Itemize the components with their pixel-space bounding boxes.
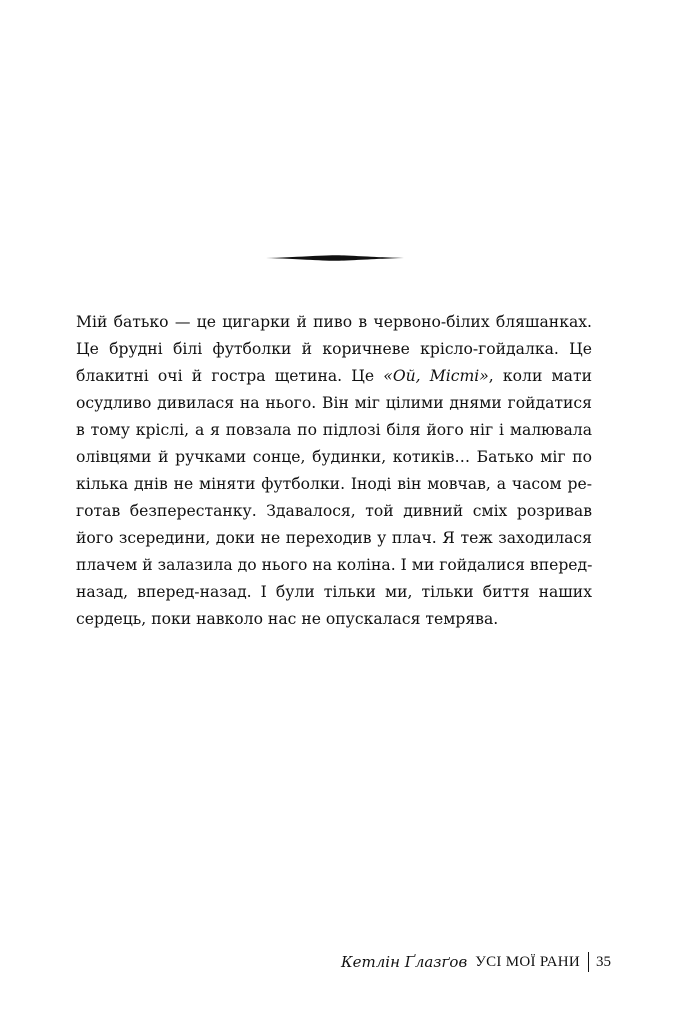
text-line: кілька днів не міняти футболки. Іноді він мовчав, а часом ре-	[76, 475, 592, 493]
text-line: плачем й залазила до нього на коліна. І ми гойдалися вперед-	[76, 556, 593, 574]
running-footer	[341, 950, 611, 974]
footer-book-title: УСІ МОЇ РАНИ	[475, 954, 580, 970]
text-line: Це брудні білі футболки й коричневе крісло-гойдалка. Це	[76, 340, 592, 358]
text-line	[76, 363, 592, 390]
text-line: його зсередини, доки не переходив у плач. Я теж заходилася	[76, 529, 592, 547]
text-line: сердець, поки навколо нас не опускалася темрява.	[76, 610, 499, 628]
italic-quote: «Ой, Місті»	[383, 367, 489, 385]
text-segment: , коли мати	[488, 367, 592, 385]
text-line: готав безперестанку. Здавалося, той дивний сміх розривав	[76, 502, 592, 520]
ornamental-rule	[266, 254, 404, 262]
page-number: 35	[596, 954, 611, 970]
text-line: в тому кріслі, а я повзала по підлозі біля його ніг і малювала	[76, 421, 592, 439]
text-segment: блакитні очі й гостра щетина. Це	[76, 367, 384, 385]
text-line: олівцями й ручками сонце, будинки, котиків… Батько міг по	[76, 448, 592, 466]
section-divider	[266, 254, 404, 262]
footer-separator	[588, 952, 589, 972]
text-line: осудливо дивилася на нього. Він міг цілими днями гойдатися	[76, 394, 592, 412]
footer-author: Кетлін Ґлазґов	[341, 953, 468, 971]
body-paragraph	[76, 309, 592, 633]
text-line: Мій батько — це цигарки й пиво в червоно-білих бляшанках.	[76, 313, 592, 331]
text-line: назад, вперед-назад. І були тільки ми, тільки биття наших	[76, 583, 592, 601]
